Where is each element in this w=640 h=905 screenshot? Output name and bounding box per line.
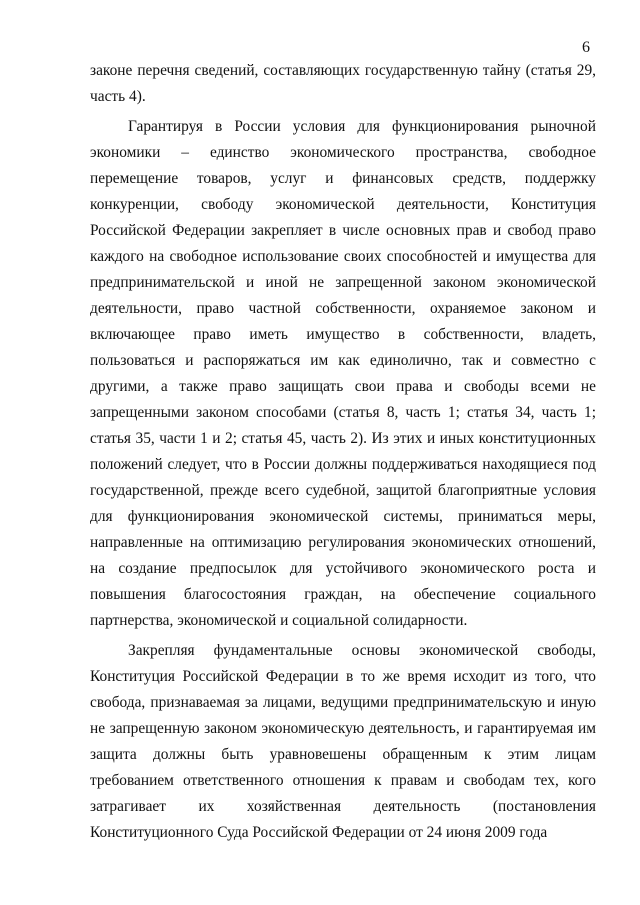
body-text [90, 58, 596, 850]
paragraph-market-economy-guarantees: Гарантируя в России условия для функционирования рыночной экономики – единство экономического пространства, свободное перемещение товаров, услуг и финансовых средств, поддержку конкуренции, свободу экономической деятельности, Конституция Российской Федерации закрепляет в числе основных прав и свобод право каждого на свободное использование своих способностей и имущества для предпринимательской и иной не запрещенной законом экономической деятельности, право частной собственности, охраняемое законом и включающее право иметь имущество в собственности, владеть, пользоваться и распоряжаться им как единолично, так и совместно с другими, а также право защищать свои права и свободы всеми не запрещенными законом способами (статья 8, часть 1; статья 34, часть 1; статья 35, части 1 и 2; статья 45, часть 2). Из этих и иных конституционных положений следует, что в России должны поддерживаться находящиеся под государственной, прежде всего судебной, защитой благоприятные условия для функционирования экономической системы, приниматься меры, направленные на оптимизацию регулирования экономических отношений, на создание предпосылок для устойчивого экономического роста и повышения благосостояния граждан, на обеспечение социального партнерства, экономической и социальной солидарности. [90, 118, 596, 629]
page-number: 6 [582, 39, 590, 56]
paragraph-economic-freedom-foundations: Закрепляя фундаментальные основы экономической свободы, Конституция Российской Федерации в то же время исходит из того, что свобода, признаваемая за лицами, ведущими предпринимательскую и иную не запрещенную законом экономическую деятельность, и гарантируемая им защита должны быть уравновешены обращенным к этим лицам требованием ответственного отношения к правам и свободам тех, кого затрагивает их хозяйственная деятельность (постановления Конституционного Суда Российской Федерации от 24 июня 2009 года [90, 642, 596, 841]
paragraph-continuation: законе перечня сведений, составляющих государственную тайну (статья 29, часть 4). [90, 62, 596, 105]
